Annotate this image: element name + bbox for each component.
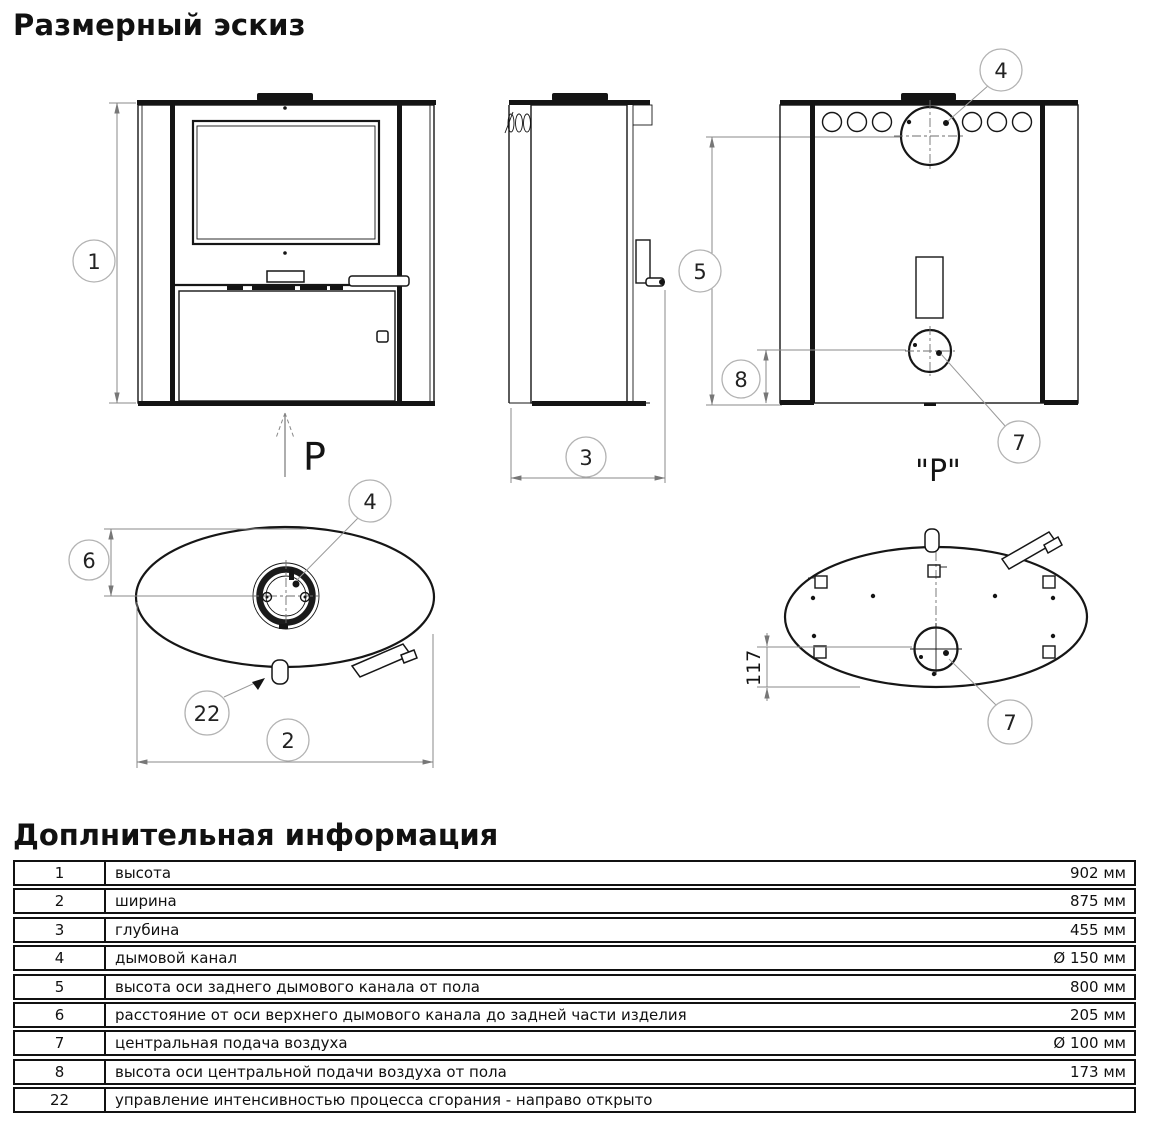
callout-4-top: [297, 480, 391, 580]
back-view-label: "P": [915, 454, 961, 489]
callout-4-top-label: 4: [363, 490, 377, 514]
callout-8-label: 8: [734, 368, 748, 392]
page-title: Размерный эскиз: [13, 8, 306, 42]
table-row: [13, 1059, 1136, 1085]
glass-door-window: [193, 121, 379, 244]
row-value: 902 мм: [1069, 864, 1126, 882]
dim-117-label: 117: [743, 649, 765, 686]
table-row: [13, 888, 1136, 914]
callout-1-height: [73, 240, 115, 282]
row-description: высота оси заднего дымового канала от пола: [115, 977, 480, 996]
callout-2-label: 2: [281, 729, 295, 753]
row-number: 6: [15, 1004, 106, 1026]
callout-6-label: 6: [82, 549, 96, 573]
dim-flue-offset: [104, 529, 307, 596]
flue-collar-front: [257, 93, 313, 101]
row-value: 455 мм: [1069, 920, 1126, 939]
row-number: 5: [15, 976, 106, 998]
callout-22-label: 22: [193, 702, 221, 726]
vent-hole: [823, 113, 842, 132]
bottom-view: [785, 529, 1087, 687]
row-number: 7: [15, 1032, 106, 1054]
callout-7-bottom: [949, 659, 1032, 744]
table-row: [13, 1030, 1136, 1056]
table-row: [13, 917, 1136, 943]
additional-info-table: [13, 860, 1136, 1116]
callout-3-depth: [566, 437, 606, 477]
callout-7-bottom-label: 7: [1003, 711, 1017, 735]
callout-7-label: 7: [1012, 431, 1026, 455]
dim-117: [743, 633, 912, 701]
foot-mount: [815, 576, 827, 588]
row-description: глубина: [115, 920, 180, 939]
row-value: 173 мм: [1069, 1062, 1126, 1081]
row-description: управление интенсивностью процесса сгорания - направо открыто: [115, 1091, 653, 1110]
side-view: [505, 93, 665, 406]
callout-4-label: 4: [994, 59, 1008, 83]
row-number: 3: [15, 919, 106, 941]
lower-door-knob: [377, 331, 388, 342]
table-row: [13, 1087, 1136, 1113]
callout-4-back: [948, 49, 1022, 121]
callout-8-air-height: [722, 360, 760, 398]
row-number: 1: [15, 862, 106, 884]
front-direction-arrow: [276, 413, 326, 479]
callout-3-label: 3: [579, 446, 593, 470]
row-description: высота оси центральной подачи воздуха от пола: [115, 1062, 507, 1081]
air-control-knob: [272, 660, 288, 684]
row-description: расстояние от оси верхнего дымового канала до задней части изделия: [115, 1005, 687, 1024]
table-row: [13, 945, 1136, 971]
rear-top-step: [633, 105, 652, 125]
row-description: дымовой канал: [115, 949, 238, 968]
row-number: 4: [15, 947, 106, 969]
handle-top-view: [352, 644, 411, 677]
front-direction-label: P: [303, 435, 326, 479]
row-number: 22: [15, 1089, 106, 1111]
table-row: [13, 860, 1136, 886]
row-number: 8: [15, 1061, 106, 1083]
callout-2-width: [267, 719, 309, 761]
callout-22-control: [185, 678, 265, 735]
rear-slot: [916, 257, 943, 318]
door-latch: [267, 271, 304, 282]
side-handle-front: [349, 276, 409, 286]
row-value: 800 мм: [1069, 977, 1126, 996]
table-row: [13, 1002, 1136, 1028]
rear-flue-outlet-side: [636, 240, 650, 283]
lower-door: [179, 291, 395, 401]
table-row: [13, 974, 1136, 1000]
row-description: ширина: [115, 892, 177, 911]
callout-1-label: 1: [87, 250, 101, 274]
callout-7-back: [941, 354, 1040, 463]
back-view: [780, 93, 1078, 406]
callout-5-rear-flue-height: [679, 250, 721, 292]
row-value: 205 мм: [1069, 1005, 1126, 1024]
callout-5-label: 5: [693, 260, 707, 284]
front-view: [137, 93, 436, 406]
air-control-knob-bottom: [925, 529, 939, 552]
section-title: Доплнительная информация: [13, 818, 499, 852]
row-value: Ø 100 мм: [1053, 1034, 1126, 1053]
row-value: Ø 150 мм: [1053, 949, 1126, 968]
top-view: [136, 527, 434, 684]
row-description: высота: [115, 864, 172, 882]
row-number: 2: [15, 890, 106, 912]
row-value: 875 мм: [1069, 892, 1126, 911]
callout-6-flue-offset: [69, 540, 109, 580]
row-description: центральная подача воздуха: [115, 1034, 348, 1053]
